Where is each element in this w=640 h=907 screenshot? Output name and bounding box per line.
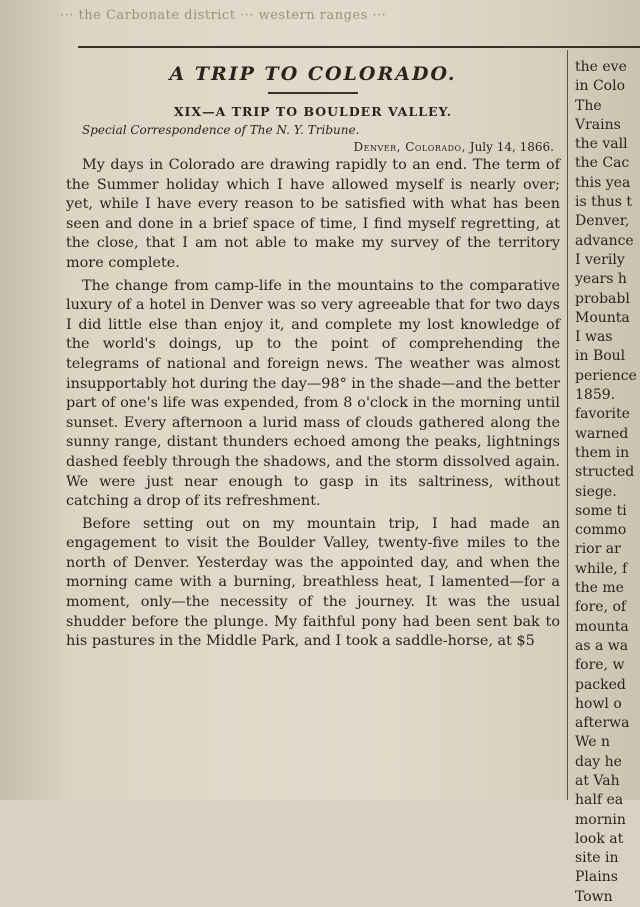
adjacent-column-line: Plains — [575, 869, 618, 886]
adjacent-column-line: some ti — [575, 502, 627, 519]
adjacent-column-line: Town — [575, 888, 613, 905]
adjacent-column-line: is thus t — [575, 194, 633, 211]
adjacent-column-line: siege. — [575, 483, 617, 500]
page-left-margin — [0, 0, 60, 800]
headline-separator — [268, 92, 358, 94]
adjacent-column-line: perience — [575, 367, 637, 384]
article-paragraph: Before setting out on my mountain trip, I had made an engagement to visit the Boulder Valley, twenty-five miles to the north of Denver. Yesterday was the appointed day, and when the morning came with a burning, breathless heat, I lamented—for a moment, only—the necessity of the journey. It was the usual shudder before the plunge. My faithful pony had been sent bak to his pastures in the Middle Park, and I took a saddle-horse, at $5 — [66, 515, 560, 650]
adjacent-column-line: half ea — [575, 792, 624, 809]
adjacent-column-line: rior ar — [575, 541, 621, 558]
adjacent-column-line: We n — [575, 734, 610, 751]
adjacent-column-line: as a wa — [575, 637, 629, 654]
adjacent-column-line: probabl — [575, 290, 630, 307]
adjacent-column-line: day he — [575, 753, 622, 770]
dateline-date: July 14, 1866. — [469, 140, 554, 154]
adjacent-column-line: mounta — [575, 618, 629, 635]
adjacent-column-line: packed — [575, 676, 626, 693]
adjacent-column-line: in Colo — [575, 78, 625, 95]
adjacent-column-line: the vall — [575, 136, 628, 153]
column-divider — [567, 50, 568, 800]
article-headline: A TRIP TO COLORADO. — [169, 63, 457, 85]
adjacent-column-line: afterwa — [575, 715, 630, 732]
adjacent-column-line: advance — [575, 232, 634, 249]
adjacent-column-line: the Cac — [575, 155, 630, 172]
adjacent-column-line: Mounta — [575, 309, 630, 326]
adjacent-column — [575, 58, 640, 907]
adjacent-column-line: at Vah — [575, 772, 620, 789]
dateline-place: Denver, Colorado, — [353, 140, 466, 154]
adjacent-column-line: Denver, — [575, 213, 630, 230]
adjacent-column-line: the eve — [575, 59, 627, 75]
column-top-rule — [78, 46, 640, 48]
article-paragraph: My days in Colorado are drawing rapidly to an end. The term of the Summer holiday which I have allowed myself is nearly over; yet, while I have every reason to be satisfied with what has been seen and done in a brief space of time, I find myself regretting, at the close, that I am not able to make my survey of the territory more complete. — [66, 157, 560, 271]
article-dateline — [66, 138, 554, 156]
adjacent-column-line: favorite — [575, 406, 630, 423]
adjacent-column-line: while, f — [575, 560, 628, 577]
adjacent-column-line: fore, w — [575, 657, 625, 674]
article-paragraph: The change from camp-life in the mountains to the comparative luxury of a hotel in Denver was so very agreeable that for two days I did little else than enjoy it, and complete my lost knowledge of the world's doings, up to the point of comprehending the telegrams of national and foreign news. The weather was almost insupportably hot during the day—98° in the shade—and the better part of one's life was expended, from 8 o'clock in the morning until sunset. Every afternoon a lurid mass of clouds gathered along the sunny range, distant thunders echoed among the peaks, lightnings dashed feebly through the shadows, and the storm dissolved again. We were just near enough to gasp in its saltriness, without catching a drop of its refreshment. — [66, 277, 560, 510]
adjacent-column-line: in Boul — [575, 348, 626, 365]
adjacent-column-line: the me — [575, 580, 624, 597]
adjacent-column-line: howl o — [575, 695, 622, 712]
article-column — [66, 58, 560, 652]
adjacent-column-line: years h — [575, 271, 627, 288]
adjacent-column-line: 1859. — [575, 387, 616, 404]
adjacent-column-line: look at — [575, 830, 624, 847]
adjacent-column-line: them in — [575, 444, 630, 461]
adjacent-column-line: this yea — [575, 174, 631, 191]
adjacent-column-line: Vrains — [575, 116, 621, 133]
adjacent-column-line: mornin — [575, 811, 626, 828]
faded-header-strip: ··· the Carbonate district ··· western ranges ··· — [60, 8, 387, 23]
adjacent-column-line: structed — [575, 464, 635, 481]
adjacent-column-line: warned — [575, 425, 629, 442]
adjacent-column-line: commo — [575, 522, 627, 539]
article-byline: Special Correspondence of The N. Y. Tribune. — [82, 123, 360, 137]
adjacent-column-line: fore, of — [575, 599, 627, 616]
adjacent-column-line: I verily — [575, 251, 625, 268]
adjacent-column-line: The — [575, 97, 602, 114]
adjacent-column-line: site in — [575, 850, 619, 867]
adjacent-column-line: I was — [575, 329, 613, 346]
article-subhead: XIX—A TRIP TO BOULDER VALLEY. — [173, 104, 453, 119]
